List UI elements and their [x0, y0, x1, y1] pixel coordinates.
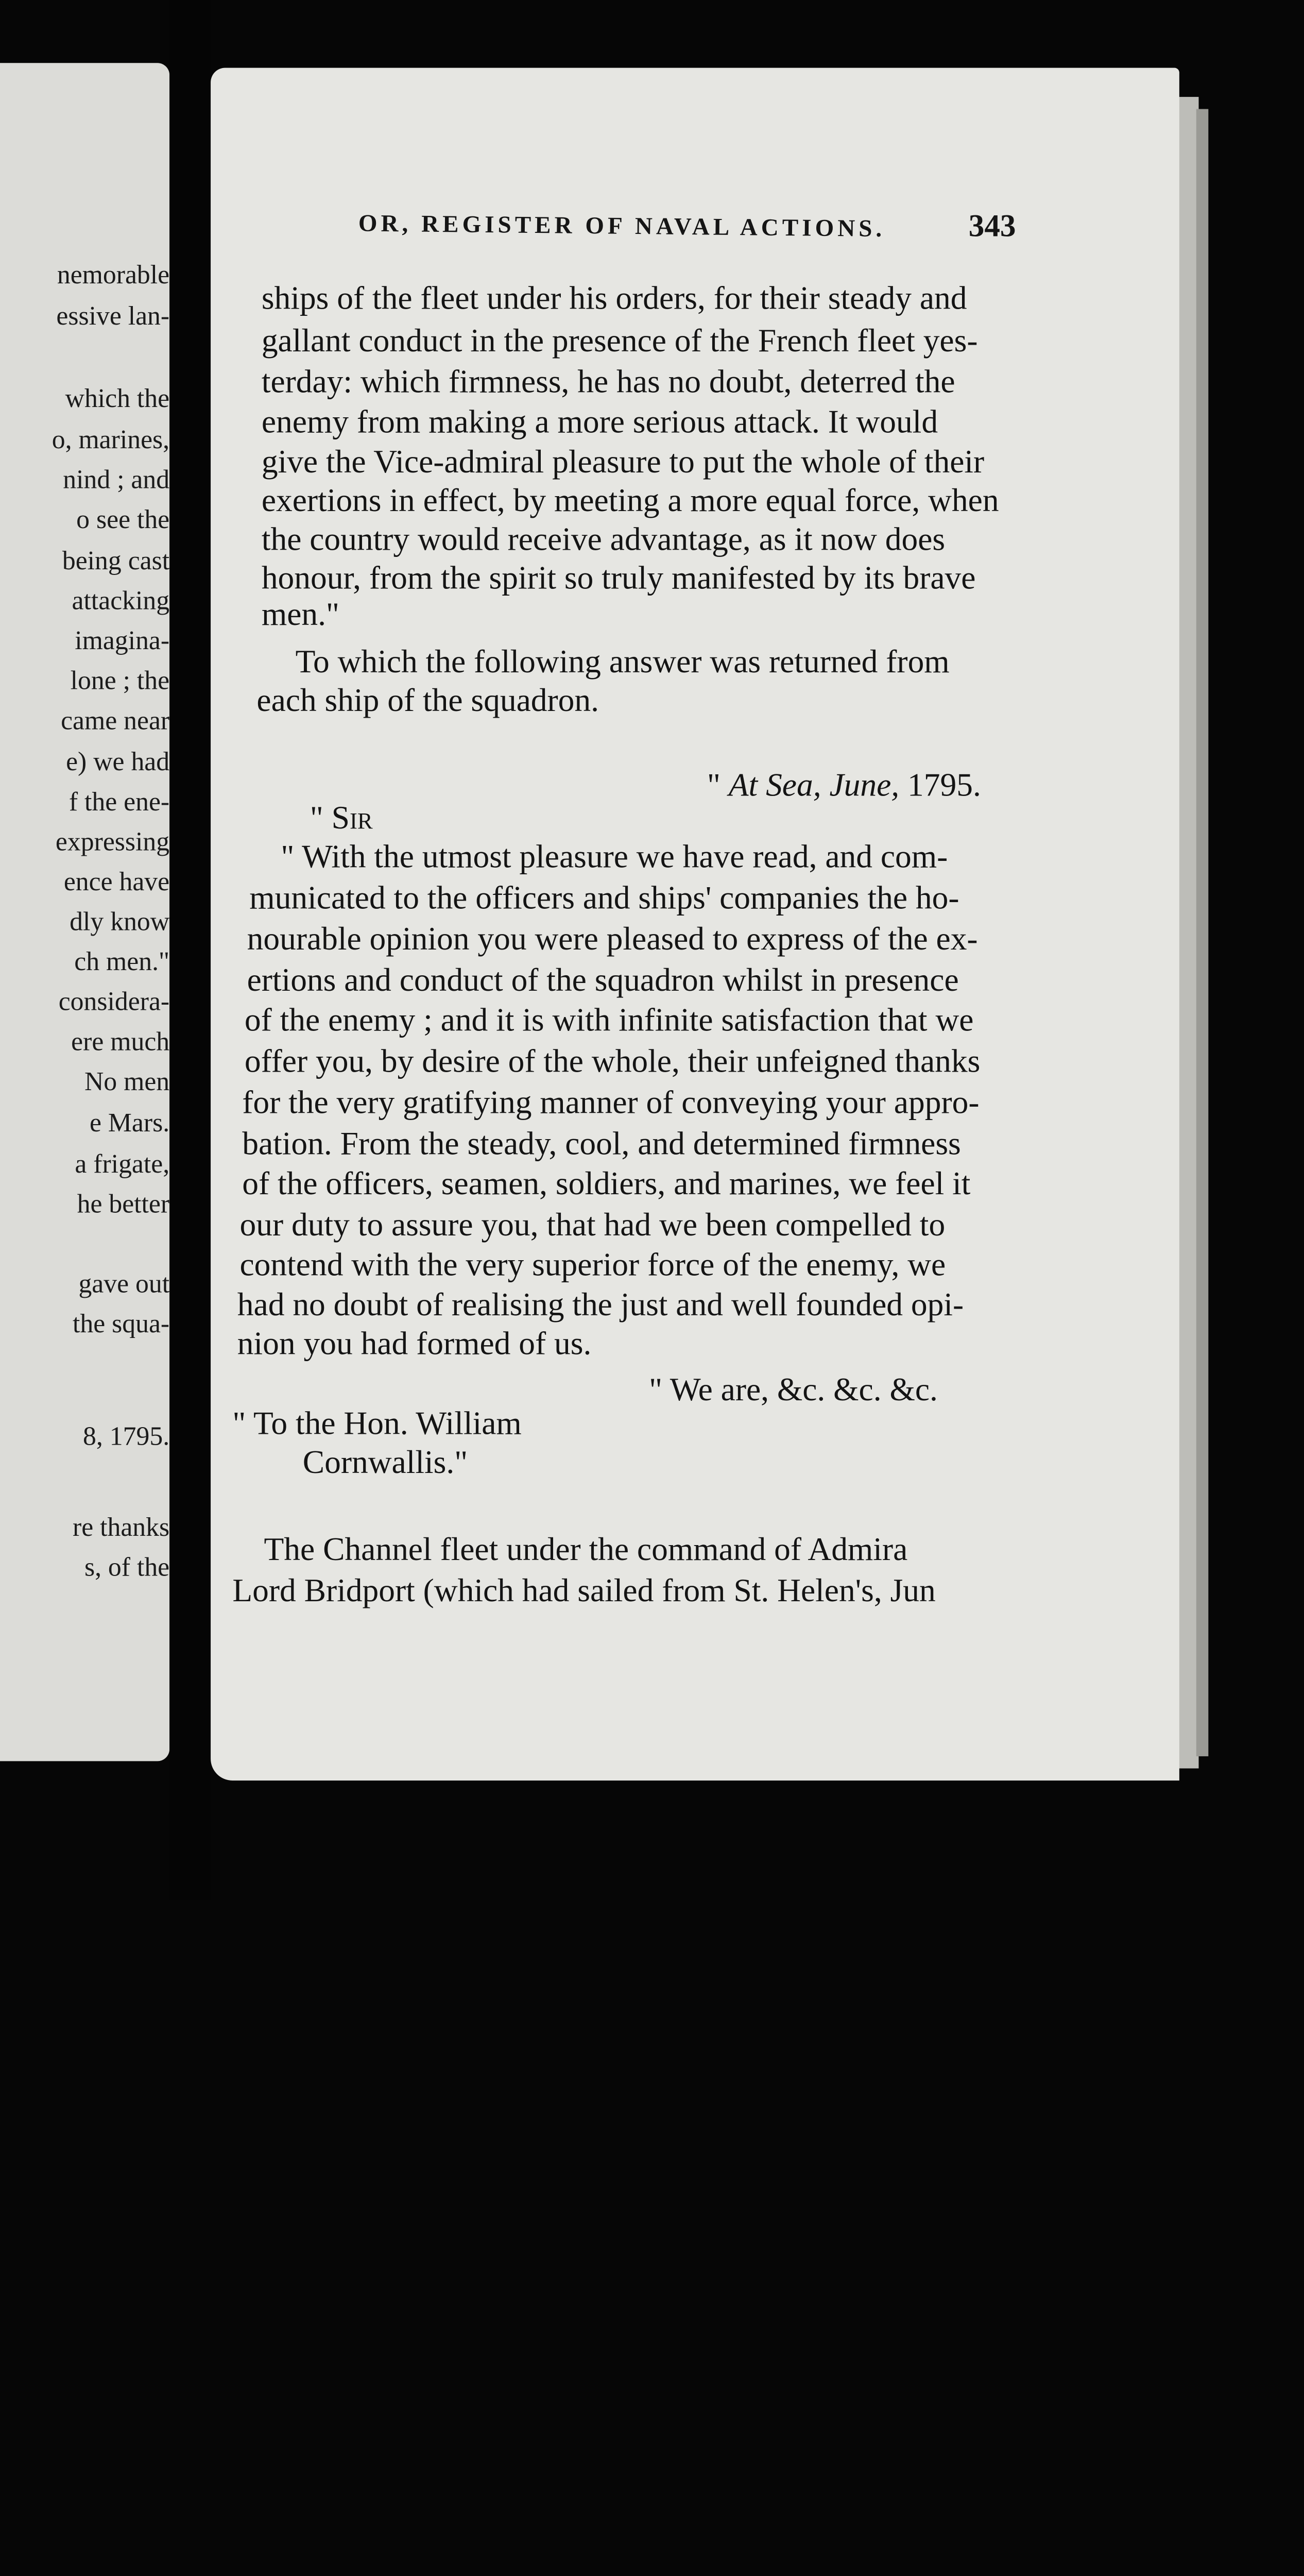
left-page-line: o, marines, [52, 423, 170, 454]
text-line: for the very gratifying manner of conveying your appro- [242, 1084, 980, 1121]
text-line: the country would receive advantage, as it now does [261, 520, 946, 557]
text-line: contend with the very superior force of the enemy, we [239, 1246, 946, 1283]
dateline-open-quote: " [707, 767, 729, 803]
left-page-line: e Mars. [90, 1107, 170, 1138]
text-line: honour, from the spirit so truly manifested by its brave [261, 560, 976, 596]
running-head: OR, REGISTER OF NAVAL ACTIONS. [358, 210, 886, 243]
address-line: " To the Hon. William [232, 1405, 522, 1442]
text-line: men." [261, 596, 339, 633]
left-page-line: essive lan- [56, 300, 170, 331]
text-line: had no doubt of realising the just and well founded opi- [237, 1286, 964, 1323]
text-line: gallant conduct in the presence of the French fleet yes- [261, 322, 978, 359]
left-page [0, 63, 169, 1761]
text-line: exertions in effect, by meeting a more equal force, when [261, 482, 999, 519]
dateline-year: 1795. [899, 767, 981, 803]
text-line: nion you had formed of us. [237, 1325, 592, 1362]
left-page-line: No men [84, 1065, 170, 1096]
left-page-line: considera- [58, 986, 170, 1016]
text-line: " With the utmost pleasure we have read, and com- [281, 838, 948, 875]
left-page-line: re thanks [72, 1512, 170, 1542]
text-line: of the enemy ; and it is with infinite satisfaction that we [244, 1002, 974, 1038]
text-line: ertions and conduct of the squadron whilst in presence [247, 961, 959, 998]
left-page-line: being cast [62, 545, 170, 575]
left-page-line: gave out [78, 1268, 170, 1299]
text-line: of the officers, seamen, soldiers, and marines, we feel it [242, 1165, 971, 1202]
sign-off: " We are, &c. &c. &c. [649, 1371, 938, 1408]
left-page-line: a frigate, [75, 1148, 170, 1179]
left-page-line: nind ; and [63, 464, 170, 495]
left-page-line: 8, 1795. [83, 1420, 170, 1451]
text-line: bation. From the steady, cool, and determined firmness [242, 1125, 961, 1162]
left-page-line: came near [61, 705, 170, 736]
text-line: To which the following answer was returned from [295, 643, 950, 680]
text-line: each ship of the squadron. [256, 682, 599, 719]
left-page-line: he better [77, 1188, 170, 1219]
address-line: Cornwallis." [302, 1444, 468, 1480]
left-page-line: attacking [72, 585, 170, 616]
text-line: ships of the fleet under his orders, for their steady and [261, 280, 967, 316]
page-number: 343 [968, 208, 1016, 244]
text-line: terday: which firmness, he has no doubt, deterred the [261, 363, 955, 400]
left-page-line: expressing [55, 826, 170, 857]
left-page-line: f the ene- [68, 786, 170, 817]
dateline [707, 769, 981, 802]
left-page-line: lone ; the [70, 665, 170, 696]
left-page-line: ence have [63, 866, 170, 896]
text-line: nourable opinion you were pleased to express of the ex- [247, 920, 978, 957]
text-line: enemy from making a more serious attack. It would [261, 403, 938, 440]
text-line: our duty to assure you, that had we been compelled to [239, 1206, 946, 1243]
text-line: The Channel fleet under the command of Admira [264, 1531, 908, 1568]
text-line: give the Vice-admiral pleasure to put the whole of their [261, 443, 985, 480]
left-page-line: ch men." [74, 946, 170, 976]
book-gutter [169, 0, 211, 1899]
text-line: Lord Bridport (which had sailed from St. Helen's, Jun [232, 1572, 936, 1609]
text-line: municated to the officers and ships' companies the ho- [249, 879, 959, 916]
dateline-place-date: At Sea, June, [728, 767, 900, 803]
left-page-line: o see the [76, 504, 170, 534]
left-page-line: s, of the [84, 1551, 170, 1582]
salutation: " Sir [310, 799, 373, 836]
page-edge-shadow [1196, 109, 1209, 1756]
left-page-line: e) we had [66, 746, 170, 776]
left-page-line: ere much [71, 1026, 170, 1057]
left-page-line: the squa- [72, 1308, 170, 1338]
left-page-line: imagina- [75, 625, 170, 655]
left-page-line: which the [65, 382, 170, 413]
left-page-line: nemorable [57, 259, 170, 290]
text-line: offer you, by desire of the whole, their unfeigned thanks [244, 1043, 981, 1079]
left-page-line: dly know [70, 906, 170, 937]
